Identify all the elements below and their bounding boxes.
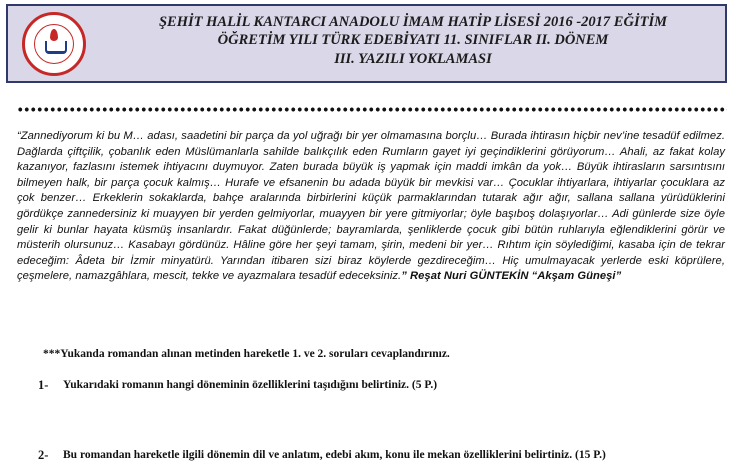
reading-passage: [17, 129, 725, 285]
header-title-line-1: ŞEHİT HALİL KANTARCI ANADOLU İMAM HATİP LİSESİ 2016 -2017 EĞİTİM: [158, 14, 667, 30]
passage-author: ” Reşat Nuri GÜNTEKİN “Akşam Güneşi”: [401, 270, 622, 283]
passage-text: “Zannediyorum ki bu M… adası, saadetini bir parça da yol uğrağı bir yer olmamasına borçlu… Burada ihtirasın hiçbir nev’ine tesadüf edilmez. Dağlarda çiftçilik, çobanlık eden Müslümanlarla sahilde balıkçılık eden Rumların gayet iyi geçindiklerini görüyorum… Ahali, az fakat kolay kazanıyor, fazlasını istemek ihtiyacını duymuyor. Zaten burada büyük iş yapmak için maddi imkân da yok… Büyük ihtirasların sarsıntısını bilmeyen halk, bir parça çocuk kalmış… Hurafe ve efsanenin bu adada büyük bir mevkisi var… Çocuklar ihtiyarlara, ihtiyarlar çocuklara az çok benzer… Erkeklerin sokaklarda, bahçe aralarında birbirlerini küçük parmaklarından tutarak ağır ağır, sallana sallana yürüdüklerini gördükçe zannedersiniz ki muayyen bir yerden gelmiyorlar, muayyen bir yere gitmiyorlar; öyle başıboş dolaşıyorlar… Adi günlerde size öyle gelir ki bunlar hayata küsmüş insanlardır. Fakat düğünlerde; bayramlarda, şenliklerde çocuk gibi bütün ruhlarıyla eğlendiklerini görür ve müsterih olursunuz… Kasabayı gördünüz. Hâline göre her şeyi tamam, şirin, medeni bir yer… Rıhtım için söylediğimi, kasaba için de tekrar edeceğim: Âdeta bir İzmir minyatürü. Yarından itibaren sizi biraz köylerde gezdireceğim… Hiç umulmayacak yerlerde eski köprülere, çeşmelere, namazgâhlara, mescit, tekke ve ayazmalara tesadüf edeceksiniz.: [17, 130, 725, 283]
header-title-line-3: III. YAZILI YOKLAMASI: [334, 51, 492, 67]
instructions: ***Yukanda romandan alınan metinden hareketle 1. ve 2. soruları cevaplandırınız.: [43, 348, 450, 360]
question-1-text: Yukarıdaki romanın hangi döneminin özelliklerini taşıdığını belirtiniz. (5 P.): [63, 379, 438, 391]
question-2-text: Bu romandan hareketle ilgili dönemin dil ve anlatım, edebi akım, konu ile mekan özelliklerini belirtiniz. (15 P.): [63, 449, 606, 461]
ministry-seal-icon: [22, 12, 86, 76]
exam-header: [6, 4, 727, 83]
dotted-divider: [17, 107, 727, 112]
seal-inner: [34, 24, 74, 64]
header-title-line-2: ÖĞRETİM YILI TÜRK EDEBİYATI 11. SINIFLAR II. DÖNEM: [217, 32, 609, 48]
open-book-icon: [45, 41, 67, 54]
question-1-number: 1-: [38, 378, 49, 392]
question-2-number: 2-: [38, 448, 49, 462]
torch-flame-icon: [50, 29, 58, 41]
